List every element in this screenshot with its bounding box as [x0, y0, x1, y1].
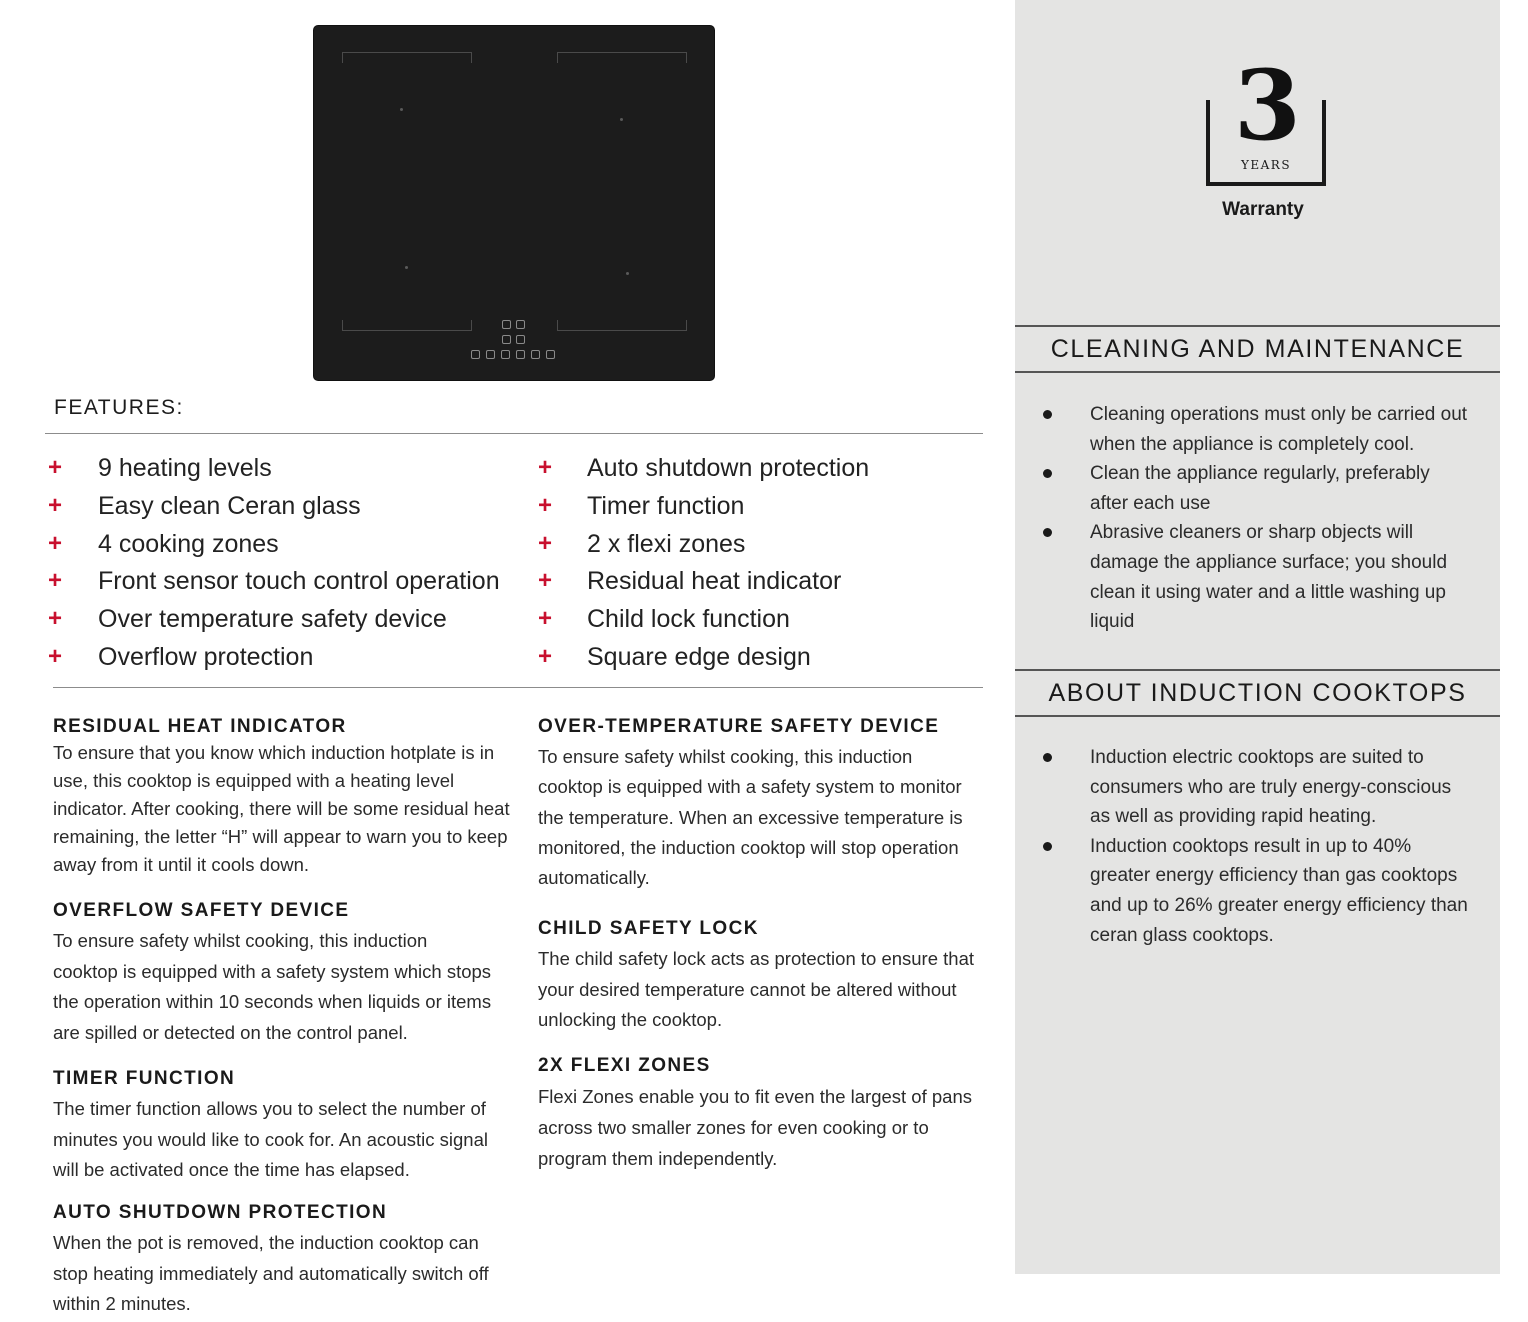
induction-list [1040, 743, 1470, 950]
section-residual-heat [53, 716, 511, 879]
feature-item: + Timer function [544, 489, 964, 527]
control-key-icon [471, 350, 480, 359]
control-key-icon [546, 350, 555, 359]
section-timer [53, 1068, 493, 1186]
feature-item: + Residual heat indicator [544, 564, 964, 602]
section-body: To ensure safety whilst cooking, this induction cooktop is equipped with a safety system which stops the operation within 10 seconds when liquids or items are spilled or detected on the control panel. [53, 930, 492, 1043]
plus-icon: + [48, 491, 63, 519]
plus-icon: + [538, 642, 553, 670]
plus-icon: + [538, 491, 553, 519]
section-body: To ensure safety whilst cooking, this induction cooktop is equipped with a safety system to monitor the temperature. When an excessive temperature is monitored, the induction cooktop will stop operation automatically. [538, 746, 963, 889]
cleaning-list [1040, 400, 1470, 637]
section-body: The child safety lock acts as protection to ensure that your desired temperature cannot be altered without unlocking the cooktop. [538, 948, 975, 1030]
zone-outline [557, 52, 687, 63]
feature-item: + Child lock function [544, 602, 964, 640]
control-key-icon [486, 350, 495, 359]
section-title: AUTO SHUTDOWN PROTECTION [53, 1202, 388, 1223]
plus-icon: + [538, 605, 553, 633]
warranty-label: Warranty [1222, 199, 1304, 220]
list-item: Induction cooktops result in up to 40% greater energy efficiency than gas cooktops and up to 26% greater energy efficiency than ceran glass cooktops. [1040, 832, 1470, 950]
feature-item: + 4 cooking zones [54, 527, 514, 565]
plus-icon: + [538, 567, 553, 595]
feature-item: + Easy clean Ceran glass [54, 489, 514, 527]
zone-center-dot [405, 266, 408, 269]
section-flexi-zones [538, 1055, 978, 1174]
zone-center-dot [620, 118, 623, 121]
feature-item: + Front sensor touch control operation [54, 564, 514, 602]
section-child-lock [538, 918, 1008, 1036]
plus-icon: + [48, 529, 63, 557]
section-body: Flexi Zones enable you to fit even the largest of pans across two smaller zones for even cooking or to program them independently. [538, 1086, 972, 1169]
section-title: OVERFLOW SAFETY DEVICE [53, 900, 350, 921]
plus-icon: + [538, 454, 553, 481]
feature-item: + 2 x flexi zones [544, 527, 964, 565]
zone-outline [557, 320, 687, 331]
section-overflow [53, 900, 493, 1048]
features-list-left [48, 451, 514, 678]
list-item: Clean the appliance regularly, preferably after each use [1040, 459, 1470, 518]
plus-icon: + [48, 454, 63, 481]
section-body: To ensure that you know which induction hotplate is in use, this cooktop is equipped with a heating level indicator. After cooking, there will be some residual heat remaining, the letter “H” will appear to warn you to keep away from it until it cools down. [53, 742, 510, 875]
warranty-unit: YEARS [1240, 158, 1292, 172]
section-body: When the pot is removed, the induction cooktop can stop heating immediately and automatically switch off within 2 minutes. [53, 1232, 489, 1314]
control-key-icon [501, 350, 510, 359]
section-title: RESIDUAL HEAT INDICATOR [53, 716, 347, 737]
list-item: Abrasive cleaners or sharp objects will damage the appliance surface; you should clean it using water and a little washing up liquid [1040, 518, 1470, 636]
feature-item: + Over temperature safety device [54, 602, 514, 640]
plus-icon: + [538, 529, 553, 557]
control-key-icon [502, 320, 511, 329]
control-key-icon [531, 350, 540, 359]
divider [53, 687, 983, 688]
control-key-icon [502, 335, 511, 344]
induction-heading: ABOUT INDUCTION COOKTOPS [1015, 669, 1500, 717]
cleaning-heading: CLEANING AND MAINTENANCE [1015, 325, 1500, 373]
divider [45, 433, 983, 434]
feature-item: + Overflow protection [54, 640, 514, 678]
zone-outline [342, 320, 472, 331]
section-title: TIMER FUNCTION [53, 1068, 236, 1089]
section-title: CHILD SAFETY LOCK [538, 918, 759, 939]
list-item: Cleaning operations must only be carried out when the appliance is completely cool. [1040, 400, 1470, 459]
cooktop-image [314, 26, 714, 380]
info-panel [1015, 0, 1500, 1274]
features-heading: FEATURES: [54, 396, 184, 419]
section-body: The timer function allows you to select the number of minutes you would like to cook for. An acoustic signal will be activated once the time has elapsed. [53, 1098, 488, 1180]
feature-item: + 9 heating levels [54, 451, 514, 489]
plus-icon: + [48, 605, 63, 633]
warranty-number: 3 [1234, 49, 1301, 162]
list-item: Induction electric cooktops are suited to consumers who are truly energy-conscious as well as providing rapid heating. [1040, 743, 1470, 832]
feature-item: + Square edge design [544, 640, 964, 678]
plus-icon: + [48, 642, 63, 670]
zone-outline [342, 52, 472, 63]
feature-item: + Auto shutdown protection [544, 451, 964, 489]
section-auto-shutdown [53, 1202, 493, 1320]
control-key-icon [516, 320, 525, 329]
section-over-temperature [538, 716, 968, 893]
zone-center-dot [400, 108, 403, 111]
section-title: OVER-TEMPERATURE SAFETY DEVICE [538, 716, 940, 737]
plus-icon: + [48, 567, 63, 595]
warranty-badge [1206, 49, 1326, 188]
features-list-right [538, 451, 964, 678]
control-key-icon [516, 335, 525, 344]
zone-center-dot [626, 272, 629, 275]
control-key-icon [516, 350, 525, 359]
section-title: 2X FLEXI ZONES [538, 1055, 711, 1076]
